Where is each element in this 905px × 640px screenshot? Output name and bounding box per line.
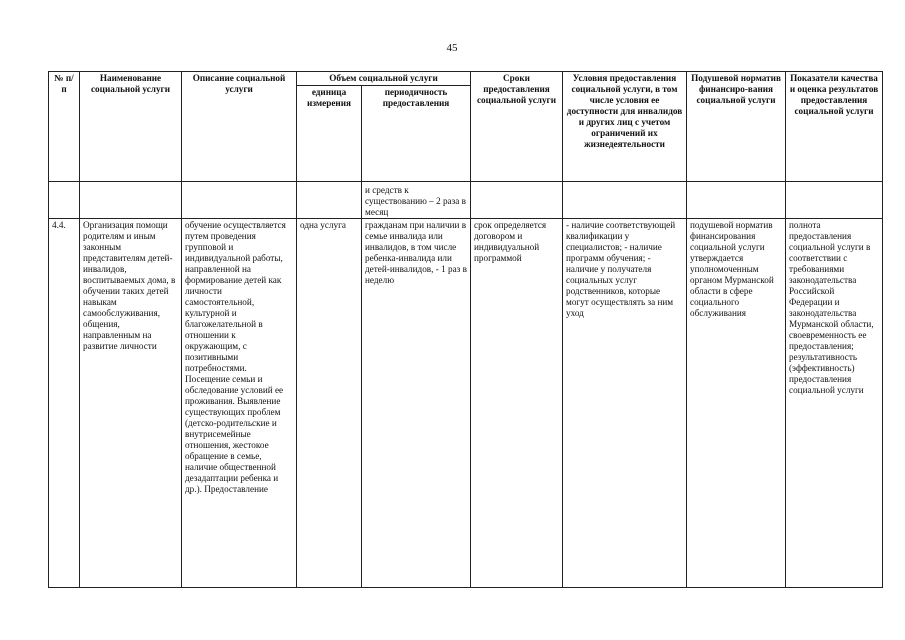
header-row (49, 72, 883, 86)
header-name: Наименование социальной услуги (80, 72, 182, 182)
row-terms: срок определяется договором и индивидуальной программой (471, 219, 563, 588)
cont-unit (297, 182, 362, 219)
row-norm: подушевой норматив финансирования социальной услуги утверждается уполномоченным органом Мурманской области в сфере социального обслуживания (687, 219, 786, 588)
social-services-table (48, 71, 883, 588)
row-periodicity: гражданам при наличии в семье инвалида или инвалидов, в том числе ребенка-инвалида или детей-инвалидов, - 1 раз в неделю (362, 219, 471, 588)
row-unit: одна услуга (297, 219, 362, 588)
row-name: Организация помощи родителям и иным законным представителям детей-инвалидов, воспитываемых дома, в обучении таких детей навыкам самообслуживания, общения, направленным на развитие личности (80, 219, 182, 588)
cont-num (49, 182, 80, 219)
row-indicators: полнота предоставления социальной услуги в соответствии с требованиями законодательства Российской Федерации и законодательства Мурманской области, своевременность ее предоставления; результативность (эффективность) предоставления социальной услуги (786, 219, 883, 588)
cont-norm (687, 182, 786, 219)
row-description: обучение осуществляется путем проведения групповой и индивидуальной работы, направленной на формирование детей как личности самостоятельной, культурной и благожелательной в отношении к окружающим, с позитивными потребностями. Посещение семьи и обследование условий ее проживания. Выявление существующих проблем (детско-родительские и внутрисемейные отношения, жестокое обращение в семье, наличие общественной дезадаптации ребенка и др.). Предоставление (182, 219, 297, 588)
row-num: 4.4. (49, 219, 80, 588)
cont-conditions (563, 182, 687, 219)
header-indicators: Показатели качества и оценка результатов предоставления социальной услуги (786, 72, 883, 182)
cont-indicators (786, 182, 883, 219)
header-norm: Подушевой норматив финансиро-вания социальной услуги (687, 72, 786, 182)
header-terms: Сроки предоставления социальной услуги (471, 72, 563, 182)
page-number: 45 (446, 42, 458, 54)
header-num: № п/п (49, 72, 80, 182)
row-conditions: - наличие соответствующей квалификации у специалистов; - наличие программ обучения; - наличие у получателя социальных услуг родственников, которые могут осуществлять за ним уход (563, 219, 687, 588)
header-volume: Объем социальной услуги (297, 72, 471, 86)
header-unit: единица измерения (297, 86, 362, 182)
cont-terms (471, 182, 563, 219)
header-description: Описание социальной услуги (182, 72, 297, 182)
cont-name (80, 182, 182, 219)
continuation-row (49, 182, 883, 219)
header-periodicity: периодичность предоставления (362, 86, 471, 182)
header-conditions: Условия предоставления социальной услуги, в том числе условия ее доступности для инвалидов и других лиц с учетом ограничений их жизнедеятельности (563, 72, 687, 182)
cont-periodicity: и средств к существованию – 2 раза в месяц (362, 182, 471, 219)
table-row (49, 219, 883, 588)
cont-description (182, 182, 297, 219)
